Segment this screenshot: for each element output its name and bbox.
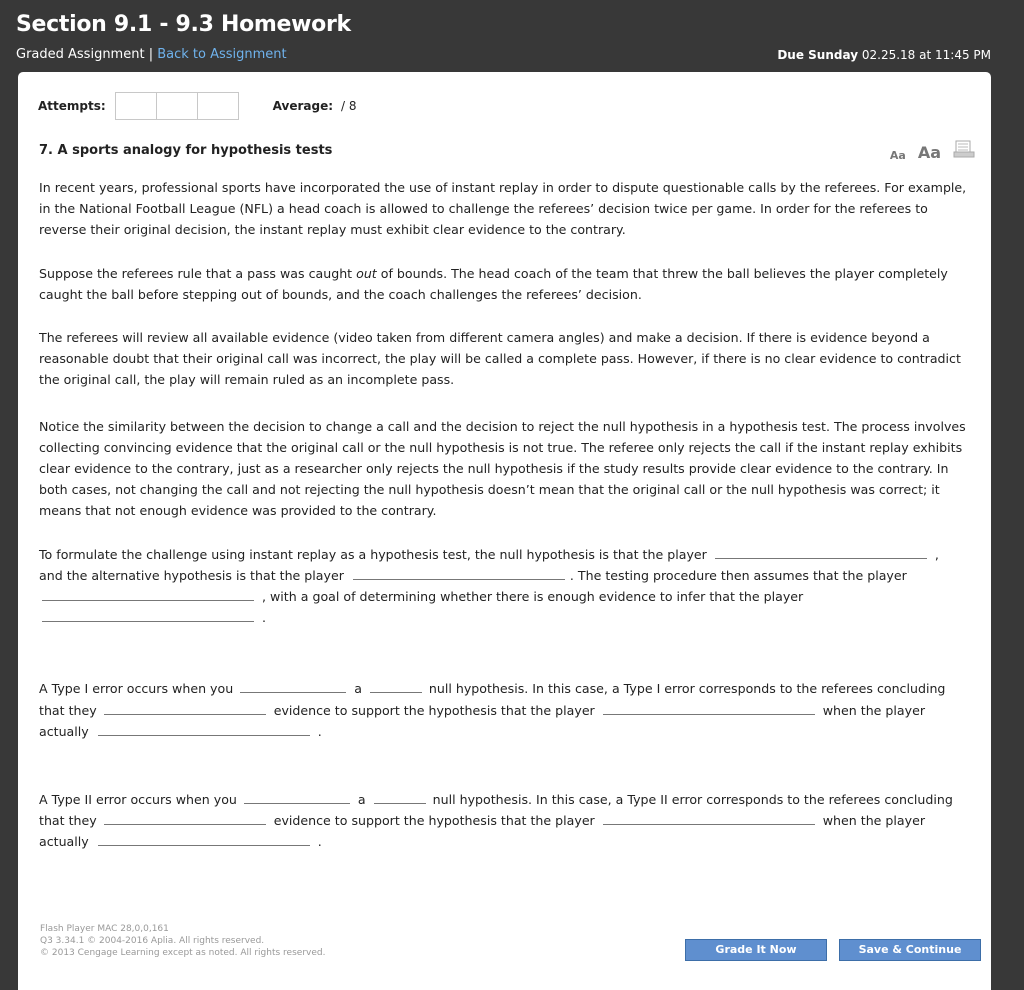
grade-it-now-button[interactable]: Grade It Now (685, 939, 827, 961)
save-continue-button[interactable]: Save & Continue (839, 939, 981, 961)
type2-evidence-dropdown[interactable] (104, 810, 266, 825)
paragraph-review: The referees will review all available evidence (video taken from different camera angles) and make a decision. If there is evidence beyond a reasonable doubt that their original call was incorrect, the play will be called a complete pass. However, if there is no clear evidence to contradict the original call, the play will remain ruled as an incomplete pass. (39, 330, 961, 388)
type2-hypothesis-state-dropdown[interactable] (374, 789, 426, 804)
type1-action-dropdown[interactable] (240, 678, 346, 693)
question-title: 7. A sports analogy for hypothesis tests (39, 143, 333, 158)
print-icon[interactable] (953, 140, 975, 162)
graded-assignment-label: Graded Assignment | (16, 47, 154, 62)
type2-actually-dropdown[interactable] (98, 831, 310, 846)
attempt-box-3 (197, 92, 239, 120)
hypothesis-formulation: To formulate the challenge using instant replay as a hypothesis test, the null hypothesis is that the player , and the alternative hypothesis is that the player . The testing procedure then assumes that the player , with a goal of determining whether there is enough evidence to infer that the player . (39, 544, 979, 629)
due-date (777, 48, 991, 62)
type-one-error-section: A Type I error occurs when you a null hypothesis. In this case, a Type I error corresponds to the referees concluding that they evidence to support the hypothesis that the player when the player actually . (39, 678, 979, 742)
paragraph-instant-replay: In recent years, professional sports have incorporated the use of instant replay in order to dispute questionable calls by the referees. For example, in the National Football League (NFL) a head coach is allowed to challenge the referees’ decision twice per game. In order for the referees to reverse their original decision, the instant replay must exhibit clear evidence to the contrary. (39, 180, 967, 238)
type1-evidence-dropdown[interactable] (104, 700, 266, 715)
average-label: Average: (272, 99, 334, 113)
font-tools (890, 140, 975, 162)
question-card (18, 72, 991, 990)
attempt-box-2 (156, 92, 198, 120)
due-label: Due Sunday (777, 48, 859, 62)
font-smaller-button[interactable]: Aa (889, 149, 906, 162)
type-two-error-section: A Type II error occurs when you a null hypothesis. In this case, a Type II error corresponds to the referees concluding that they evidence to support the hypothesis that the player when the player actually . (39, 789, 979, 853)
page-header (0, 0, 1024, 72)
infer-player-dropdown[interactable] (42, 607, 254, 622)
procedure-assumes-dropdown[interactable] (42, 586, 254, 601)
attempt-box-1 (115, 92, 157, 120)
out-emphasis: out (356, 265, 377, 281)
type1-hypothesis-state-dropdown[interactable] (370, 678, 422, 693)
paragraph-similarity: Notice the similarity between the decision to change a call and the decision to reject the null hypothesis in a hypothesis test. The process involves collecting convincing evidence that the original call or the null hypothesis is not true. The referee only rejects the call if the instant replay exhibits clear evidence to the contrary, just as a researcher only rejects the null hypothesis if the study results provide clear evidence to the contrary. In both cases, not changing the call and not rejecting the null hypothesis doesn’t mean that the original call or the null hypothesis was correct; it means that not enough evidence was provided to the contrary. (39, 418, 966, 519)
page-title: Section 9.1 - 9.3 Homework (16, 12, 351, 37)
type2-action-dropdown[interactable] (244, 789, 350, 804)
assignment-subtitle (16, 47, 287, 62)
average-value: / 8 (341, 99, 357, 113)
alternative-hypothesis-dropdown[interactable] (353, 565, 565, 580)
attempts-label: Attempts: (38, 99, 106, 113)
footer-copyright: Flash Player MAC 28,0,0,161 Q3 3.34.1 © 2004-2016 Aplia. All rights reserved. © 2013 Cengage Learning except as noted. All rights reserved. (40, 924, 326, 958)
type1-actually-dropdown[interactable] (98, 721, 310, 736)
question-body (39, 177, 979, 853)
null-hypothesis-dropdown[interactable] (715, 544, 927, 559)
font-larger-button[interactable]: Aa (917, 143, 941, 162)
type2-player-dropdown[interactable] (603, 810, 815, 825)
attempts-bar (38, 92, 357, 120)
due-value: 02.25.18 at 11:45 PM (861, 48, 991, 62)
paragraph-scenario: Suppose the referees rule that a pass was caught out of bounds. The head coach of the team that threw the ball believes the player completely caught the ball before stepping out of bounds, and the coach challenges the referees’ decision. (39, 265, 948, 302)
type1-player-dropdown[interactable] (603, 700, 815, 715)
back-to-assignment-link[interactable]: Back to Assignment (157, 47, 287, 62)
